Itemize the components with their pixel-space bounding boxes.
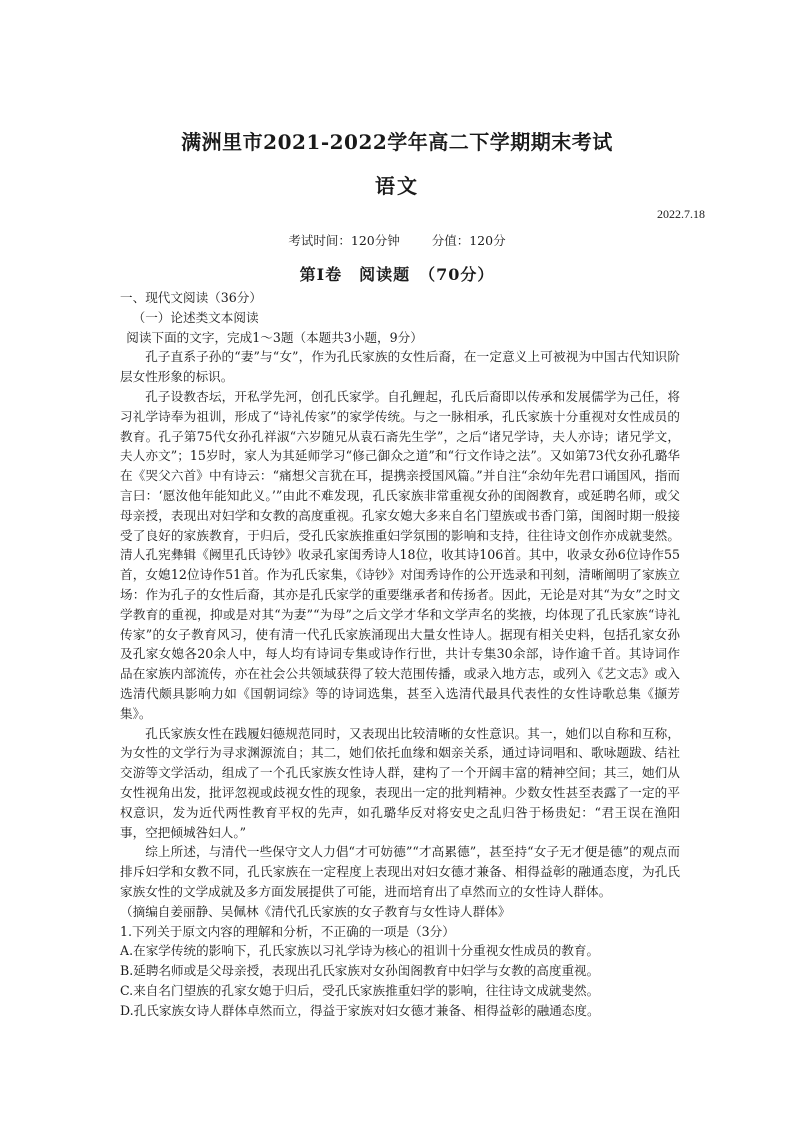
option-c: C.来自名门望族的孔家女媳于归后，受孔氏家族推重妇学的影响，往往诗文成就斐然。 <box>120 982 600 998</box>
exam-score: 分值：120分 <box>431 233 506 248</box>
option-d: D.孔氏家族女诗人群体卓然而立，得益于家族对妇女德才兼备、相得益彰的融通态度。 <box>120 1002 600 1018</box>
option-a: A.在家学传统的影响下，孔氏家族以习礼学诗为核心的祖训十分重视女性成员的教育。 <box>120 943 600 959</box>
passage-paragraph: 综上所述，与清代一些保守文人力倡“才可妨德”“才高累德”，甚至持“女子无才便是德”的观点而排斥妇学和女教不同，孔氏家族在一定程度上表现出对妇女德才兼备、相得益彰的融通态度，为孔氏家族女性的文学成就及多方面发展提供了可能，进而培育出了卓然而立的女性诗人群体。 <box>120 844 680 899</box>
sub-heading: （一）论述类文本阅读 <box>132 309 259 325</box>
passage-paragraph: 孔子直系子孙的“妻”与“女”，作为孔氏家族的女性后裔，在一定意义上可被视为中国古代知识阶层女性形象的标识。 <box>120 349 680 385</box>
passage-paragraph: 孔子设教杏坛，开私学先河，创孔氏家学。自孔鲤起，孔氏后裔即以传承和发展儒学为己任，将习礼学诗奉为祖训，形成了“诗礼传家”的家学传统。与之一脉相承，孔氏家族十分重视对女性成员的教育。孔子第75代女孙孔祥淑“六岁随兄从袁石斋先生学”，之后“诸兄学诗，夫人亦诗；诸兄学文，夫人亦文”；15岁时，家人为其延师学习“修己御众之道”和“行文作诗之法”。又如第73代女孙孔璐华在《哭父六首》中有诗云：“痛想父言犹在耳，提携亲授国风篇。”并自注“余幼年先君口诵国风，指而言曰：‘愿汝他年能知此义。’”由此不难发现，孔氏家族非常重视女孙的闺阁教育，或延聘名师，或父母亲授，表现出对妇学和女教的高度重视。孔家女媳大多来自名门望族或书香门第，闺阁时期一般接受了良好的家族教育，于归后，受孔氏家族推重妇学氛围的影响和支持，往往诗文创作亦成就斐然。清人孔宪彝辑《阙里孔氏诗钞》收录孔家闺秀诗人18位，收其诗106首。其中，收录女孙6位诗作55首，女媳12位诗作51首。作为孔氏家集，《诗钞》对闺秀诗作的公开选录和刊刻，清晰阐明了家族立场：作为孔子的女性后裔，其亦是孔氏家学的重要继承者和传扬者。因此，无论是对其“为女”之时文学教育的重视，抑或是对其“为妻”“为母”之后文学才华和文学声名的奖掖，均体现了孔氏家族“诗礼传家”的女子教育风习，使有清一代孔氏家族涌现出大量女性诗人。据现有相关史料，包括孔家女孙及孔家女媳各20余人中，每人均有诗词专集或诗作行世，共计专集30余部，诗作逾千首。其诗词作品在家族内部流传，亦在社会公共领域获得了较大范围传播，或录入地方志，或列入《艺文志》或入选清代颇具影响力如《国朝词综》等的诗词选集，甚至入选清代最具代表性的女性诗歌总集《撷芳集》。 <box>120 388 680 721</box>
exam-time: 考试时间：120分钟 <box>288 233 400 248</box>
part-heading: 一、现代文阅读（36分） <box>120 290 262 305</box>
option-b: B.延聘名师或是父母亲授，表现出孔氏家族对女孙闺阁教育中妇学与女教的高度重视。 <box>120 963 600 979</box>
reading-body <box>120 288 680 1020</box>
passage-source: （摘编自姜丽静、吴佩林《清代孔氏家族的女子教育与女性诗人群体》 <box>120 903 511 919</box>
exam-date: 2022.7.18 <box>657 207 705 221</box>
instruction: 阅读下面的文字，完成1～3题（本题共3小题，9分） <box>126 329 423 345</box>
section-heading: 第I卷 阅读题 （70分） <box>299 265 495 284</box>
question-stem: 1.下列关于原文内容的理解和分析，不正确的一项是（3分） <box>120 923 455 939</box>
exam-title: 满洲里市2021-2022学年高二下学期期末考试 <box>181 130 613 154</box>
exam-info <box>0 231 794 249</box>
subject-title: 语文 <box>375 174 419 198</box>
passage-paragraph: 孔氏家族女性在践履妇德规范同时，又表现出比较清晰的女性意识。其一，她们以自称和互称，为女性的文学行为寻求渊源流自；其二，她们依托血缘和姻亲关系，通过诗词唱和、歌咏题跋、结社交游等文学活动，组成了一个孔氏家族女性诗人群，建构了一个开阔丰富的精神空间；其三，她们从女性视角出发，批评忽视或歧视女性的现象，表现出一定的批判精神。少数女性甚至表露了一定的平权意识，发为近代两性教育平权的先声，如孔璐华反对将安史之乱归咎于杨贵妃：“君王误在渔阳事，空把倾城咎妇人。” <box>120 725 680 840</box>
